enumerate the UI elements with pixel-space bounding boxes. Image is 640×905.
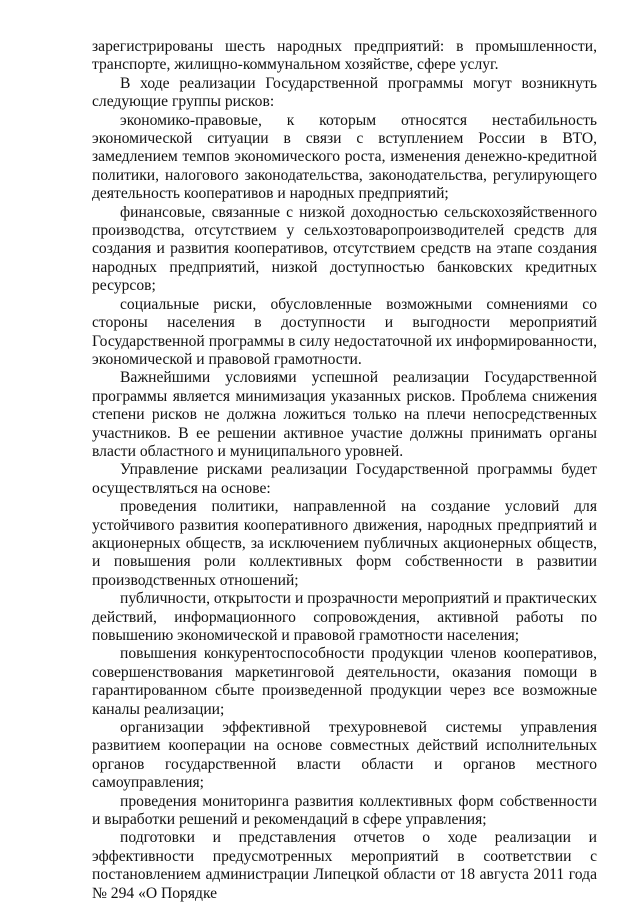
paragraph: публичности, открытости и прозрачности мероприятий и практических действий, информационного сопровождения, активной работы по повышению экономической и правовой грамотности населения; <box>92 590 597 644</box>
paragraph: финансовые, связанные с низкой доходностью сельскохозяйственного производства, отсутствием у сельхозтоваропроизводителей средств для создания и развития кооперативов, отсутствием средств на этапе создания народных предприятий, низкой доступностью банковских кредитных ресурсов; <box>92 203 597 295</box>
paragraph: организации эффективной трехуровневой системы управления развитием кооперации на основе совместных действий исполнительных органов государственной власти области и органов местного самоуправления; <box>92 719 597 792</box>
paragraph: зарегистрированы шесть народных предприятий: в промышленности, транспорте, жилищно-коммунальном хозяйстве, сфере услуг. <box>92 38 597 74</box>
paragraph: Управление рисками реализации Государственной программы будет осуществляться на основе: <box>92 461 597 497</box>
paragraph: социальные риски, обусловленные возможными сомнениями со стороны населения в доступности и выгодности мероприятий Государственной программы в силу недостаточной их информированности, экономической и правовой грамотности. <box>92 295 597 368</box>
paragraph: проведения политики, направленной на создание условий для устойчивого развития кооперативного движения, народных предприятий и акционерных обществ, за исключением публичных акционерных обществ, и повышения роли коллективных форм собственности в развитии производственных отношений; <box>92 498 597 589</box>
paragraph: В ходе реализации Государственной программы могут возникнуть следующие группы рисков: <box>92 74 597 111</box>
paragraph: подготовки и представления отчетов о ходе реализации и эффективности предусмотренных мероприятий в соответствии с постановлением администрации Липецкой области от 18 августа 2011 года № 294 «О Порядке <box>92 829 597 902</box>
paragraph: проведения мониторинга развития коллективных форм собственности и выработки решений и рекомендаций в сфере управления; <box>92 792 597 829</box>
paragraph: экономико-правовые, к которым относятся нестабильность экономической ситуации в связи с вступлением России в ВТО, замедлением темпов экономического роста, изменения денежно-кредитной политики, налогового законодательства, законодательства, регулирующего деятельность кооперативов и народных предприятий; <box>92 111 597 203</box>
paragraph: Важнейшими условиями успешной реализации Государственной программы является минимизация указанных рисков. Проблема снижения степени рисков не должна ложиться только на плечи непосредственных участников. В ее решении активное участие должны принимать органы власти областного и муниципального уровней. <box>92 369 597 460</box>
paragraph: повышения конкурентоспособности продукции членов кооперативов, совершенствования маркетинговой деятельности, оказания помощи в гарантированном сбыте произведенной продукции через все возможные каналы реализации; <box>92 645 597 718</box>
